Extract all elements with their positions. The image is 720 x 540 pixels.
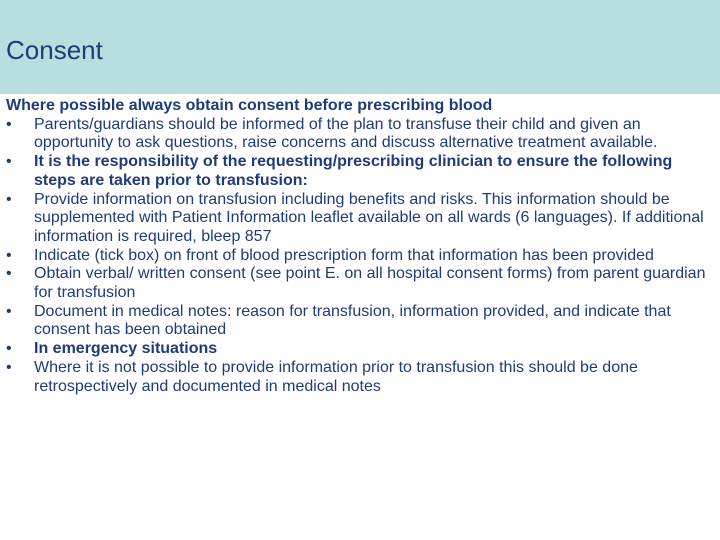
bullet-dot-icon: • (6, 302, 12, 320)
bullet-item (6, 191, 716, 247)
bullet-dot-icon: • (6, 115, 12, 133)
bullet-dot-icon: • (6, 153, 12, 171)
bullet-item (6, 359, 716, 396)
bullet-dot-icon: • (6, 190, 12, 208)
bullet-dot-icon: • (6, 246, 12, 264)
bullet-text: Parents/guardians should be informed of the plan to transfuse their child and given an opportunity to ask questions, raise concerns and discuss alternative treatment available. (34, 115, 658, 152)
bullet-text: Indicate (tick box) on front of blood prescription form that information has been provided (34, 246, 654, 264)
bullet-list (6, 116, 716, 397)
title-bar (0, 0, 720, 94)
bullet-item (6, 303, 716, 340)
bullet-text: Obtain verbal/ written consent (see point E. on all hospital consent forms) from parent guardian for transfusion (34, 265, 706, 302)
bullet-dot-icon: • (6, 340, 12, 358)
bullet-text: In emergency situations (34, 340, 218, 358)
slide-title: Consent (6, 35, 103, 65)
bullet-item (6, 153, 716, 190)
bullet-item (6, 247, 716, 266)
bullet-text: Where it is not possible to provide information prior to transfusion this should be done retrospectively and documented in medical notes (34, 358, 638, 395)
bullet-item (6, 265, 716, 302)
bullet-text: Document in medical notes: reason for transfusion, information provided, and indicate that consent has been obtained (34, 302, 671, 339)
bullet-dot-icon: • (6, 265, 12, 283)
bullet-dot-icon: • (6, 358, 12, 376)
bullet-text: It is the responsibility of the requesting/prescribing clinician to ensure the following steps are taken prior to transfusion: (34, 153, 673, 189)
bullet-item (6, 116, 716, 153)
intro-text: Where possible always obtain consent before prescribing blood (6, 97, 493, 114)
bullet-item (6, 340, 716, 359)
slide-body (6, 97, 716, 396)
bullet-text: Provide information on transfusion including benefits and risks. This information should be supplemented with Patient Information leaflet available on all wards (6 languages). If additional information is required, bleep 857 (34, 190, 704, 245)
